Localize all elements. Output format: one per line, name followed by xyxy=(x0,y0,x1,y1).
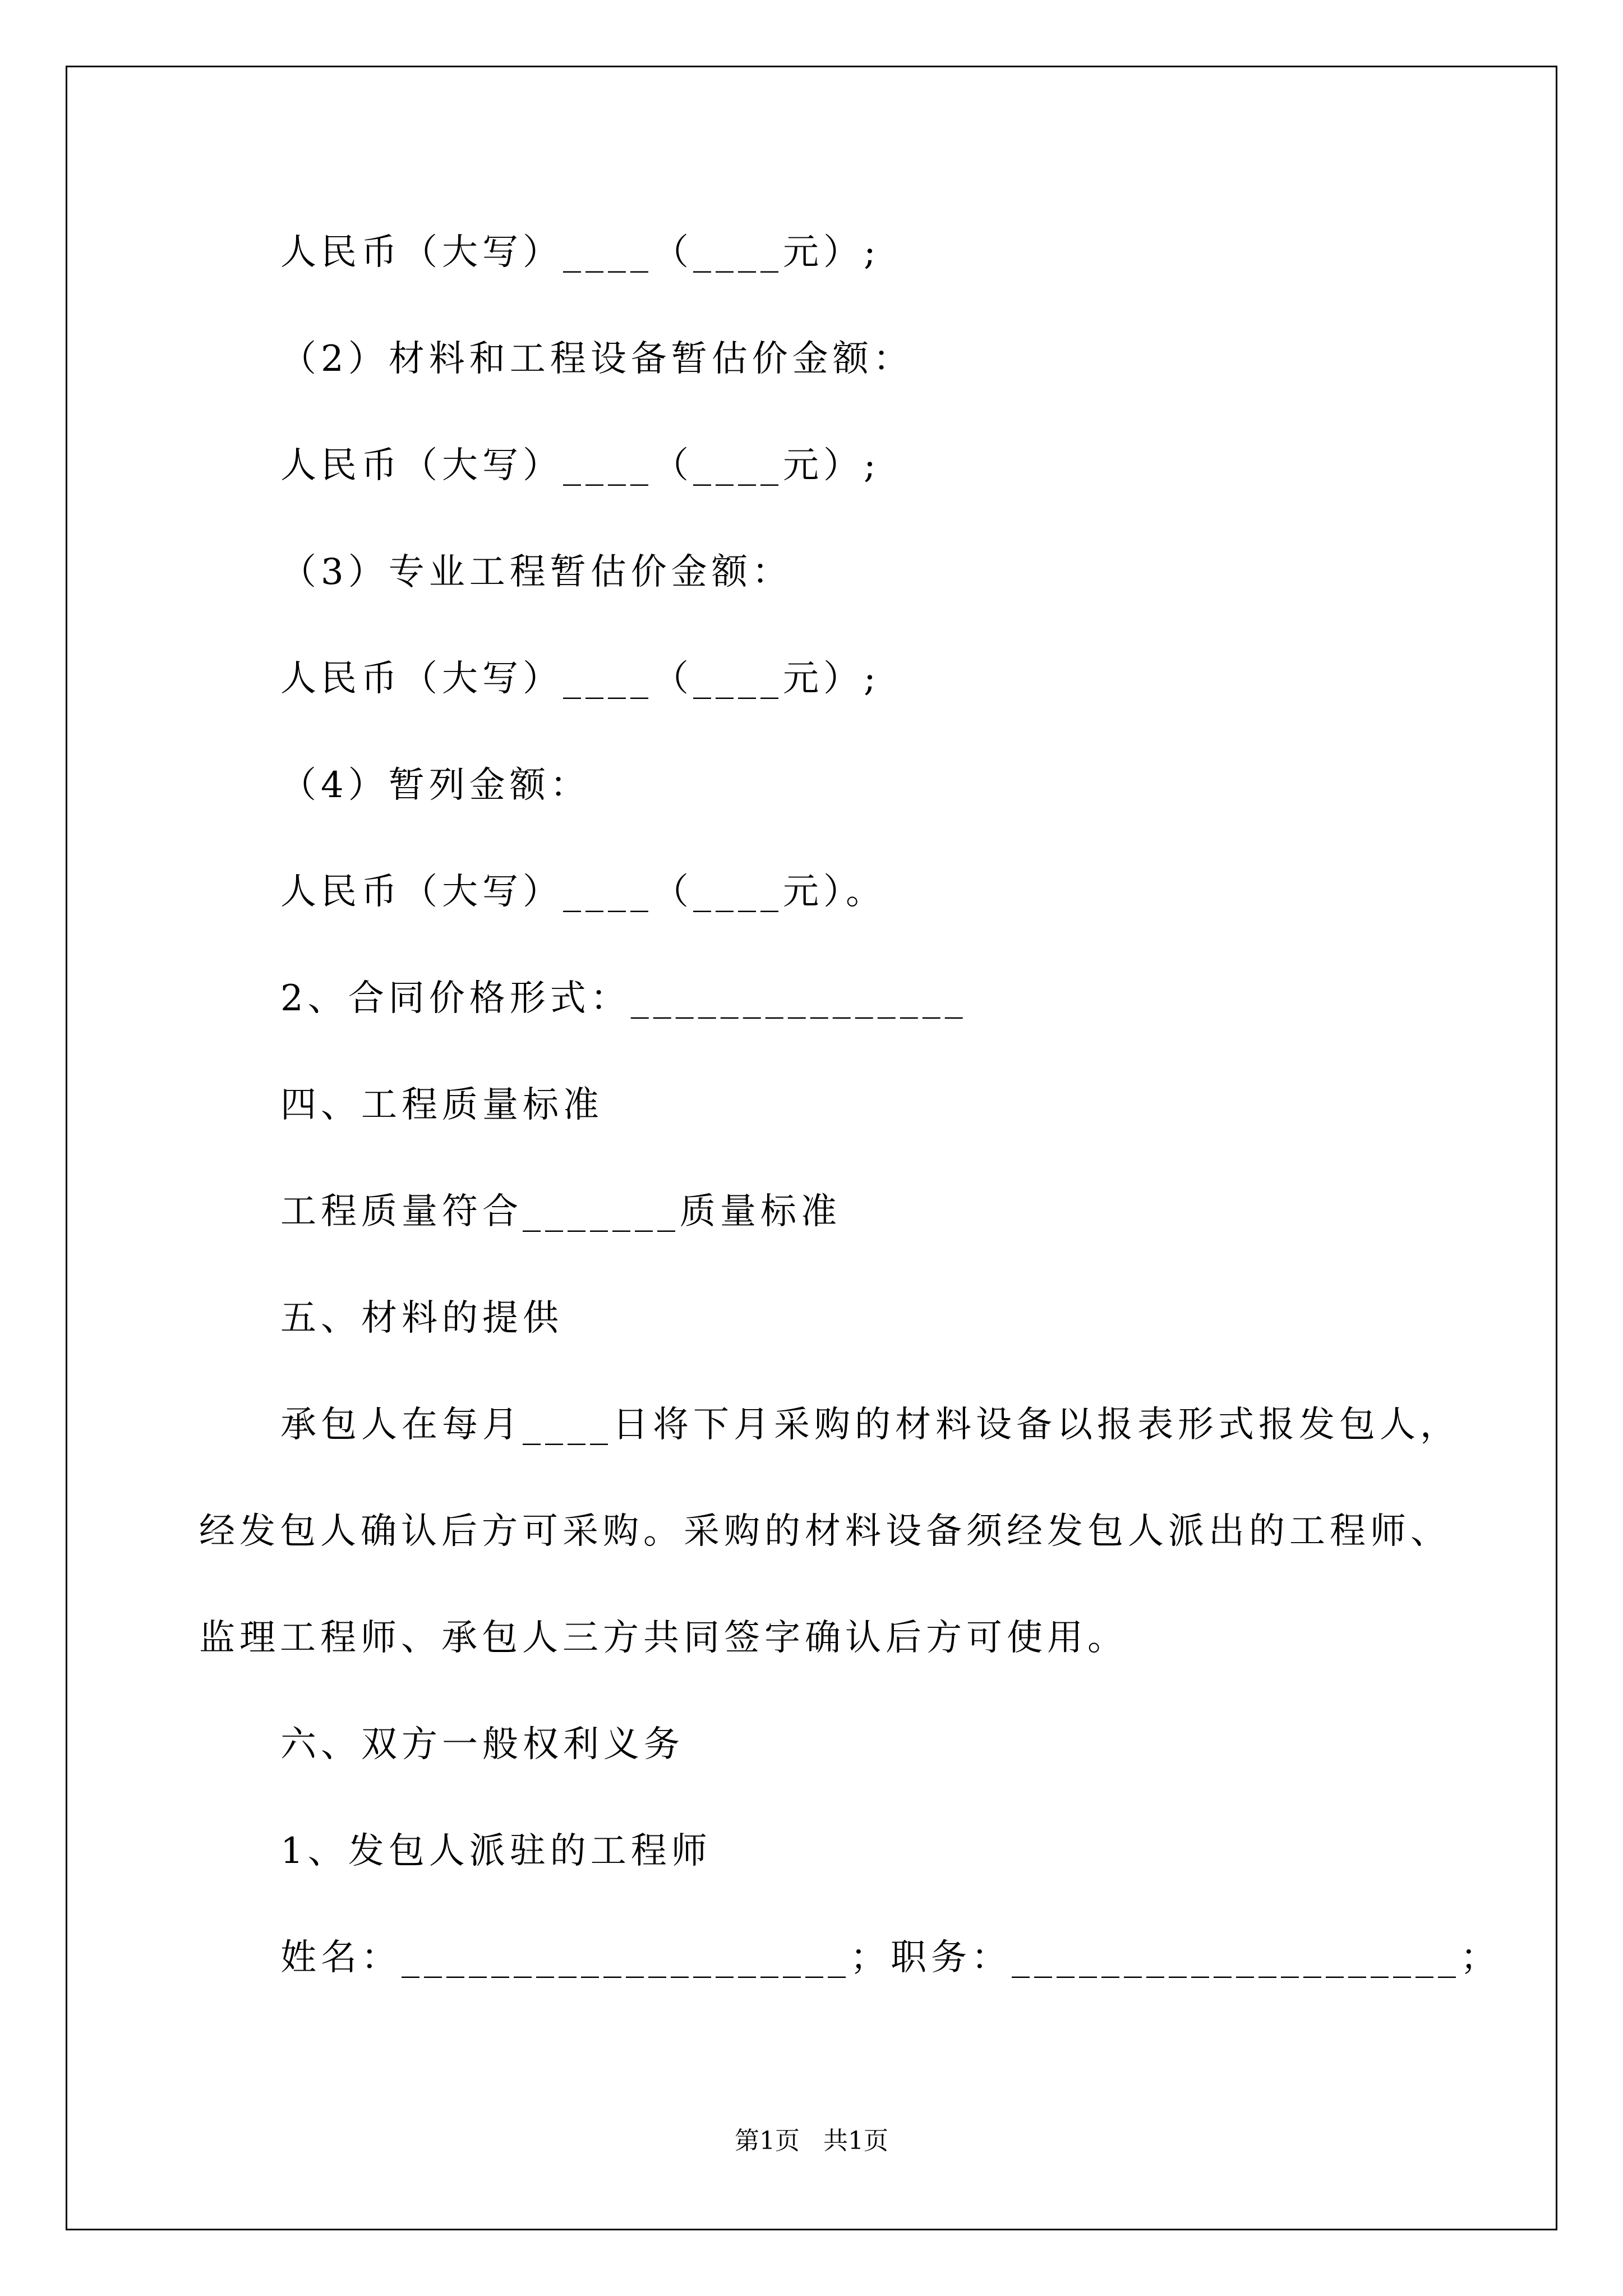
text-line-name-position: 姓名：____________________；职务：____________________； xyxy=(280,1937,1501,1978)
paragraph-materials-line-1: 承包人在每月____日将下月采购的材料设备以报表形式报发包人， xyxy=(280,1404,1460,1446)
text-line-provisional-sum: （4）暂列金额： xyxy=(280,765,591,806)
text-line-rmb-1: 人民币（大写）____（____元）; xyxy=(280,232,880,273)
page-border xyxy=(66,66,1557,2230)
paragraph-materials-line-2: 经发包人确认后方可采购。采购的材料设备须经发包人派出的工程师、 xyxy=(199,1511,1451,1552)
text-line-price-form: 2、合同价格形式：_______________ xyxy=(280,978,967,1019)
section-heading-rights: 六、双方一般权利义务 xyxy=(280,1724,684,1765)
text-line-rmb-3: 人民币（大写）____（____元）; xyxy=(280,658,880,700)
paragraph-materials-line-3: 监理工程师、承包人三方共同签字确认后方可使用。 xyxy=(199,1617,1128,1659)
text-line-materials-estimate: （2）材料和工程设备暂估价金额： xyxy=(280,338,914,380)
section-heading-quality: 四、工程质量标准 xyxy=(280,1084,603,1126)
section-heading-materials: 五、材料的提供 xyxy=(280,1297,563,1339)
text-line-rmb-2: 人民币（大写）____（____元）; xyxy=(280,445,880,486)
text-line-quality: 工程质量符合_______质量标准 xyxy=(280,1191,841,1232)
text-line-rmb-4: 人民币（大写）____（____元）。 xyxy=(280,871,886,913)
text-line-engineer: 1、发包人派驻的工程师 xyxy=(280,1830,712,1872)
text-line-special-estimate: （3）专业工程暂估价金额： xyxy=(280,551,792,593)
page-footer: 第1页 共1页 xyxy=(735,2127,888,2155)
